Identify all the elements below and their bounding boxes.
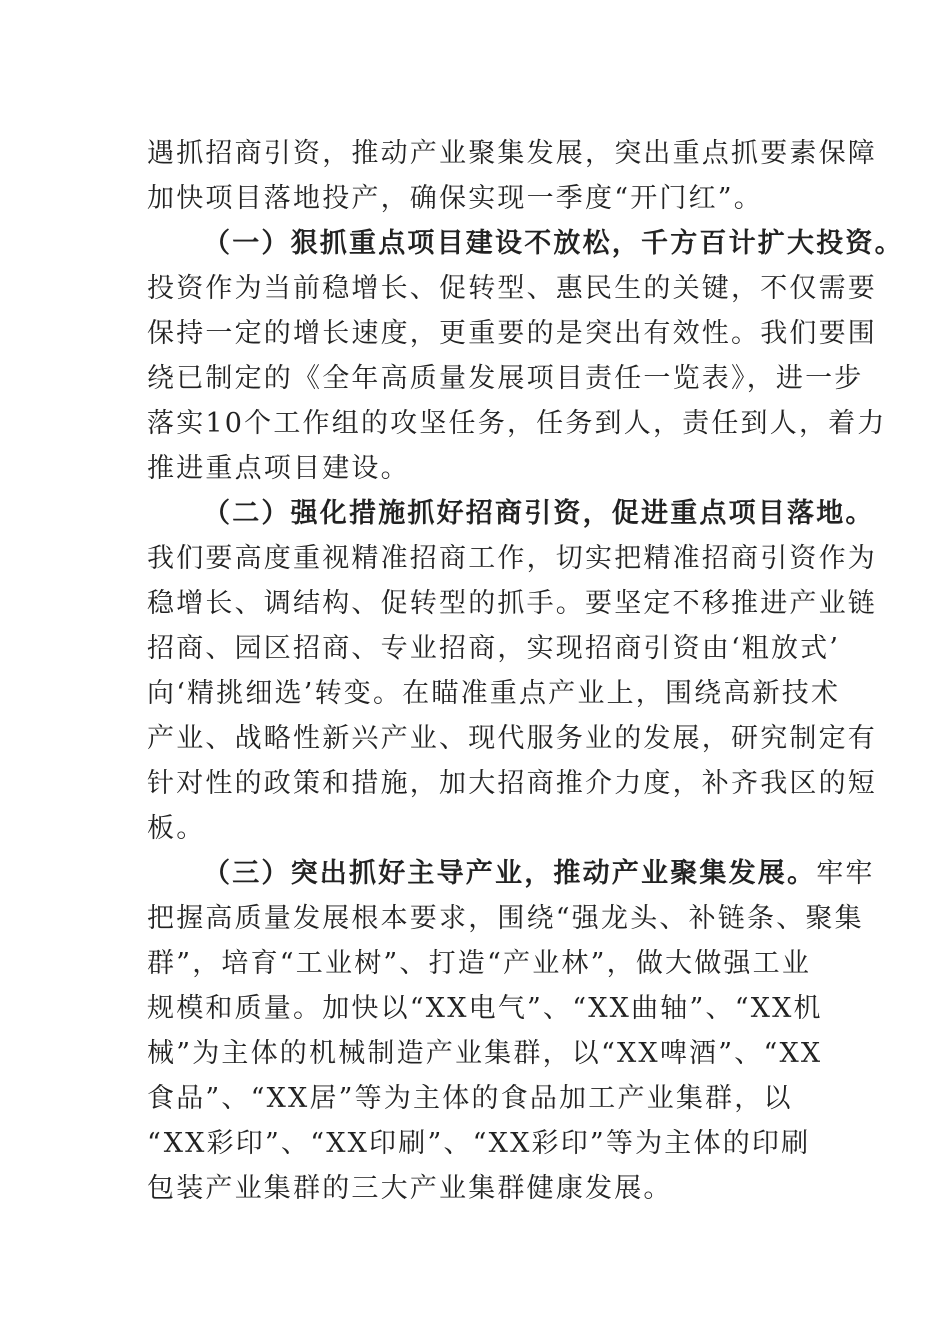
text-line: 保持一定的增长速度，更重要的是突出有效性。我们要围 xyxy=(147,318,877,349)
text-line: 绕已制定的《全年高质量发展项目责任一览表》，进一步 xyxy=(147,363,864,394)
text-line: 向‘精挑细选’转变。在瞄准重点产业上，围绕高新技术 xyxy=(147,678,841,709)
text-line: 包装产业集群的三大产业集群健康发展。 xyxy=(147,1173,673,1204)
text-line: 械”为主体的机械制造产业集群，以“XX啤酒”、“XX xyxy=(147,1038,823,1069)
text-line: 我们要高度重视精准招商工作，切实把精准招商引资作为 xyxy=(147,543,877,574)
text-line: 遇抓招商引资，推动产业聚集发展，突出重点抓要素保障 xyxy=(147,138,877,169)
text-line: 规模和质量。加快以“XX电气”、“XX曲轴”、“XX机 xyxy=(147,993,823,1024)
section-3-paragraph xyxy=(147,851,875,1211)
text-line: 投资作为当前稳增长、促转型、惠民生的关键，不仅需要 xyxy=(147,273,877,304)
text-line: 板。 xyxy=(147,813,206,844)
text-line: 食品”、“XX居”等为主体的食品加工产业集群，以 xyxy=(147,1083,793,1114)
section-3-first-line xyxy=(147,851,875,896)
text-line: “XX彩印”、“XX印刷”、“XX彩印”等为主体的印刷 xyxy=(147,1128,811,1159)
text-line: 稳增长、调结构、促转型的抓手。要坚定不移推进产业链 xyxy=(147,588,877,619)
section-1-paragraph xyxy=(147,221,904,491)
section-1-heading: （一）狠抓重点项目建设不放松，千方百计扩大投资。 xyxy=(203,228,904,259)
text-line: 把握高质量发展根本要求，围绕“强龙头、补链条、聚集 xyxy=(147,903,864,934)
section-2-paragraph xyxy=(147,491,877,851)
text-line: 针对性的政策和措施，加大招商推介力度，补齐我区的短 xyxy=(147,768,877,799)
section-2-heading: （二）强化措施抓好招商引资，促进重点项目落地。 xyxy=(203,498,875,529)
section-3-heading-tail: 牢牢 xyxy=(816,858,875,889)
text-line: 群”，培育“工业树”、打造“产业林”，做大做强工业 xyxy=(147,948,812,979)
text-line: 招商、园区招商、专业招商，实现招商引资由‘粗放式’ xyxy=(147,633,841,664)
section-3-heading: （三）突出抓好主导产业，推动产业聚集发展。 xyxy=(203,858,817,889)
text-line: 推进重点项目建设。 xyxy=(147,453,410,484)
text-line: 加快项目落地投产，确保实现一季度“开门红”。 xyxy=(147,183,764,214)
text-line: 产业、战略性新兴产业、现代服务业的发展，研究制定有 xyxy=(147,723,877,754)
document-body xyxy=(147,131,904,1211)
intro-paragraph xyxy=(147,131,877,221)
text-line: 落实10个工作组的攻坚任务，任务到人，责任到人，着力 xyxy=(147,408,887,439)
